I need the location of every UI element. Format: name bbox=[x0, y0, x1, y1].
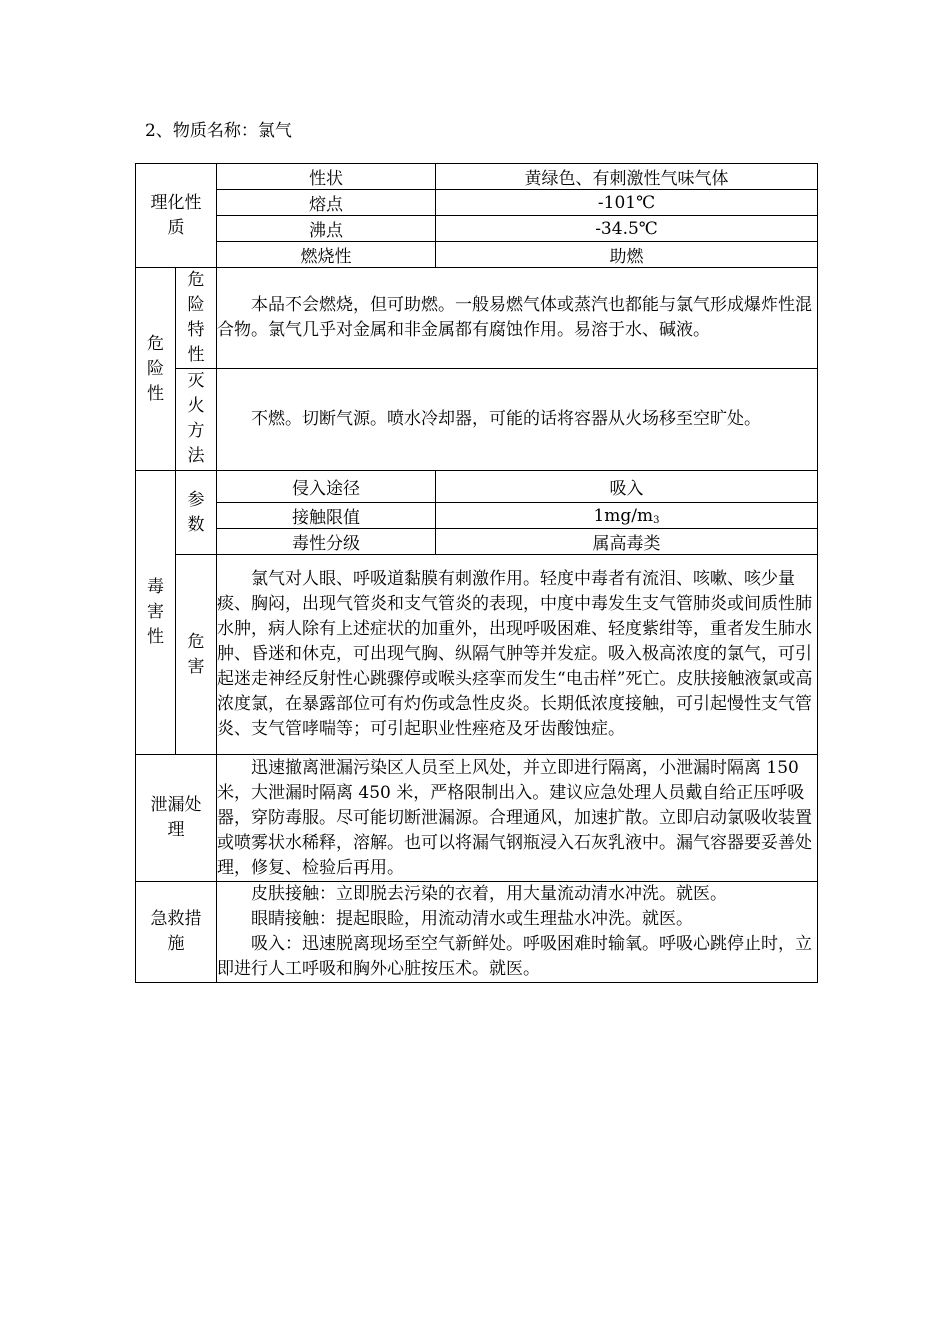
physchem-value: 助燃 bbox=[436, 242, 818, 268]
toxicity-row bbox=[136, 471, 818, 503]
firstaid-line: 皮肤接触：立即脱去污染的衣着，用大量流动清水冲洗。就医。 bbox=[251, 884, 727, 904]
leak-section-label: 泄漏处理 bbox=[136, 755, 217, 882]
fire-label: 灭火方法 bbox=[176, 369, 217, 471]
firstaid-line: 眼睛接触：提起眼睑，用流动清水或生理盐水冲洗。就医。 bbox=[251, 909, 693, 929]
firstaid-row bbox=[136, 882, 818, 983]
firstaid-section-label: 急救措施 bbox=[136, 882, 217, 983]
param-label: 侵入途径 bbox=[217, 471, 436, 503]
harm-text: 氯气对人眼、呼吸道黏膜有刺激作用。轻度中毒者有流泪、咳嗽、咳少量痰、胸闷，出现气管炎和支气管炎的表现，中度中毒发生支气管肺炎或间质性肺水肿，病人除有上述症状的加重外，出现呼吸困难、轻度紫绀等，重者发生肺水肿、昏迷和休克，可出现气胸、纵隔气肿等并发症。吸入极高浓度的氯气，可引起迷走神经反射性心跳骤停或喉头痉挛而发生“电击样”死亡。皮肤接触液氯或高浓度氯，在暴露部位可有灼伤或急性皮炎。长期低浓度接触，可引起慢性支气管炎、支气管哮喘等；可引起职业性痤疮及牙齿酸蚀症。 bbox=[217, 555, 818, 755]
toxicity-section-label: 毒害性 bbox=[136, 471, 176, 755]
toxicity-row bbox=[136, 503, 818, 529]
hazard-row bbox=[136, 268, 818, 369]
param-label: 接触限值 bbox=[217, 503, 436, 529]
hazard-section-label: 危险性 bbox=[136, 268, 176, 471]
physchem-value: 黄绿色、有刺激性气味气体 bbox=[436, 164, 818, 190]
danger-label: 危险特性 bbox=[176, 268, 217, 369]
physchem-label: 燃烧性 bbox=[217, 242, 436, 268]
physchem-section-label: 理化性质 bbox=[136, 164, 217, 268]
harm-label: 危害 bbox=[176, 555, 217, 755]
physchem-label: 沸点 bbox=[217, 216, 436, 242]
fire-text: 不燃。切断气源。喷水冷却器，可能的话将容器从火场移至空旷处。 bbox=[217, 369, 818, 471]
hazard-row bbox=[136, 369, 818, 471]
toxicity-row bbox=[136, 529, 818, 555]
physchem-label: 性状 bbox=[217, 164, 436, 190]
firstaid-line: 吸入：迅速脱离现场至空气新鲜处。呼吸困难时输氧。呼吸心跳停止时，立即进行人工呼吸和胸外心脏按压术。就医。 bbox=[217, 934, 812, 979]
physchem-row bbox=[136, 164, 818, 190]
leak-text: 迅速撤离泄漏污染区人员至上风处，并立即进行隔离，小泄漏时隔离 150 米，大泄漏时隔离 450 米，严格限制出入。建议应急处理人员戴自给正压呼吸器，穿防毒服。尽可能切断泄漏源。合理通风，加速扩散。立即启动氯吸收装置或喷雾状水稀释，溶解。也可以将漏气钢瓶浸入石灰乳液中。漏气容器要妥善处理，修复、检验后再用。 bbox=[217, 755, 818, 882]
toxicity-row bbox=[136, 555, 818, 755]
param-value-sup: 3 bbox=[653, 514, 660, 526]
param-value: 吸入 bbox=[436, 471, 818, 503]
param-label: 毒性分级 bbox=[217, 529, 436, 555]
physchem-row bbox=[136, 216, 818, 242]
params-label: 参数 bbox=[176, 471, 217, 555]
param-value: 属高毒类 bbox=[436, 529, 818, 555]
physchem-row bbox=[136, 242, 818, 268]
param-value-unit: 1mg/m bbox=[593, 505, 654, 526]
physchem-value: -101℃ bbox=[436, 190, 818, 216]
param-value bbox=[436, 503, 818, 529]
physchem-row bbox=[136, 190, 818, 216]
leak-row bbox=[136, 755, 818, 882]
firstaid-text bbox=[217, 882, 818, 983]
chlorine-sds-table bbox=[135, 163, 818, 983]
physchem-value: -34.5℃ bbox=[436, 216, 818, 242]
danger-text: 本品不会燃烧，但可助燃。一般易燃气体或蒸汽也都能与氯气形成爆炸性混合物。氯气几乎对金属和非金属都有腐蚀作用。易溶于水、碱液。 bbox=[217, 268, 818, 369]
physchem-label: 熔点 bbox=[217, 190, 436, 216]
page-heading: 2、物质名称：氯气 bbox=[145, 121, 292, 141]
